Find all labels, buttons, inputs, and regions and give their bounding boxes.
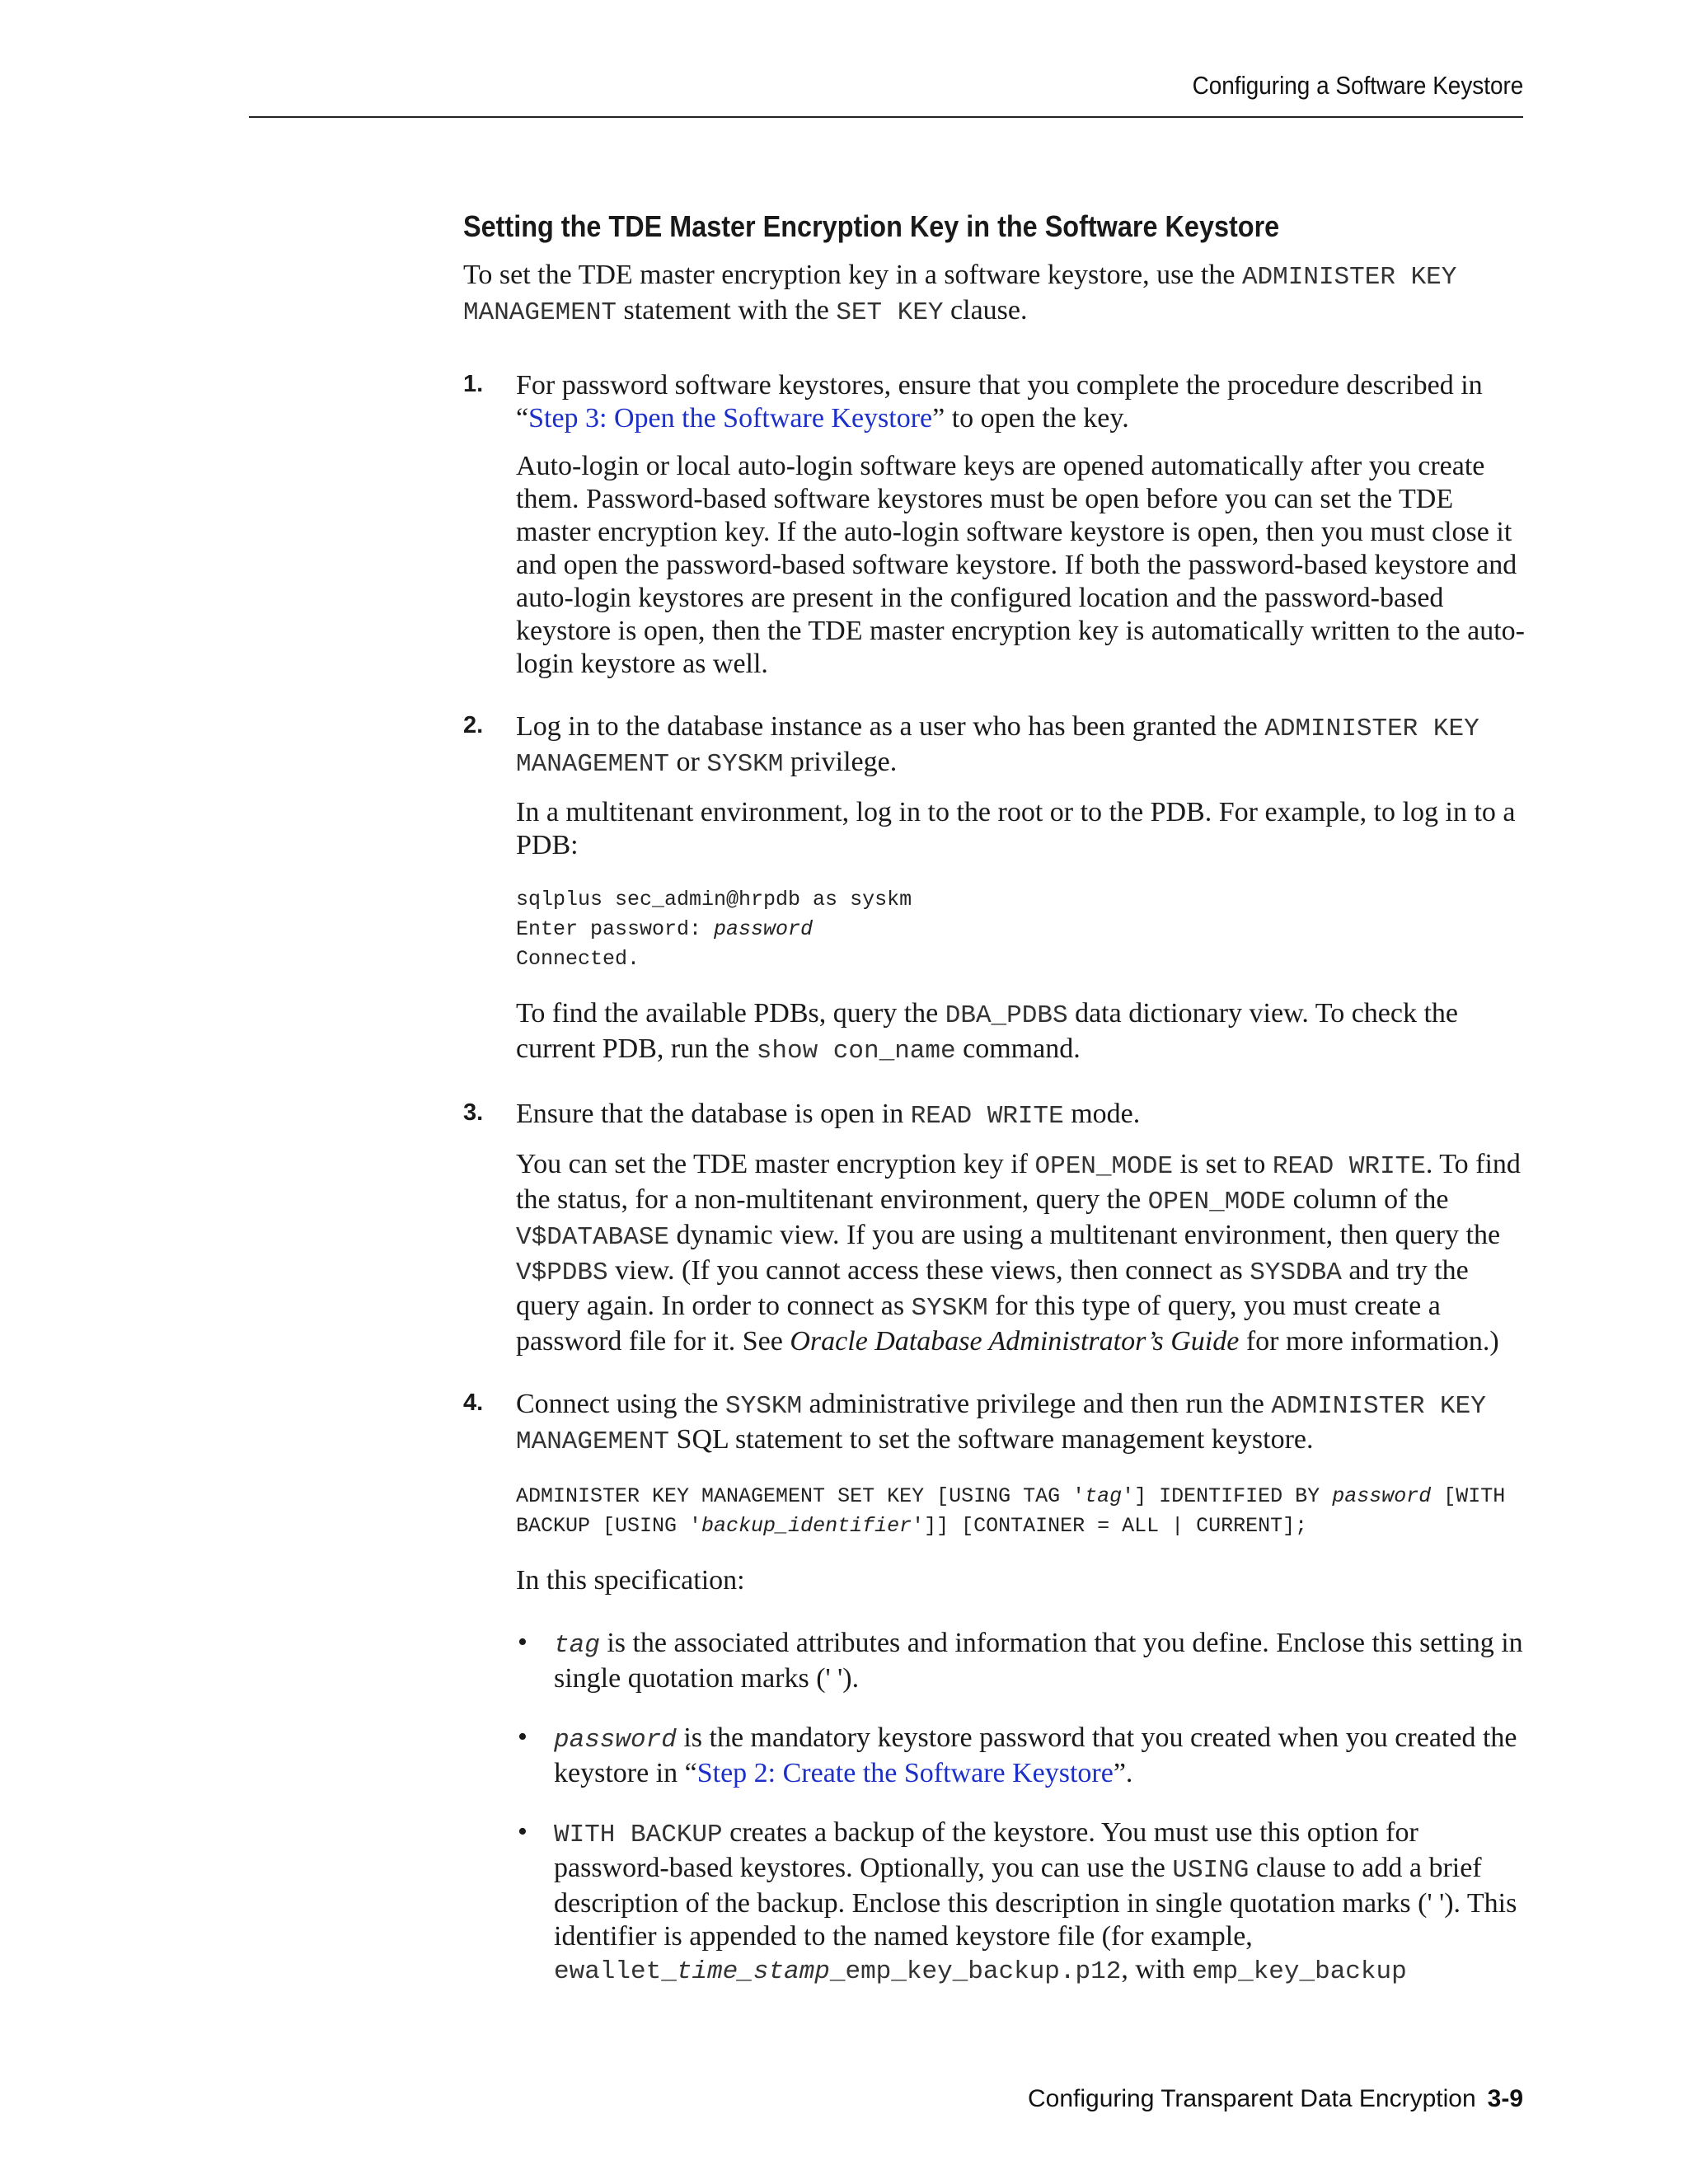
step-paragraph: In this specification: xyxy=(516,1565,745,1596)
step-text: Ensure that the database is open in READ WRITE mode. xyxy=(516,1099,1141,1131)
bullet-icon: • xyxy=(518,1816,528,1847)
step-paragraph: Auto-login or local auto-login software keys are opened automatically after you create them. Password-based software keystores must be open before you can set the TDE master encryption key. If the auto-login software keystore is open, then you must close it and open the password-based software keystore. If both the password-based keystore and auto-login keystores are present in the configured location and the password-based keystore is open, then the TDE master encryption key is automatically written to the auto-login keystore as well. xyxy=(516,451,1525,679)
step-item xyxy=(463,1388,1526,1989)
step-paragraph: In a multitenant environment, log in to the root or to the PDB. For example, to log in to a PDB: xyxy=(516,797,1516,860)
inline-code: password xyxy=(554,1726,677,1755)
inline-code: READ WRITE xyxy=(1272,1152,1426,1181)
inline-code: DBA_PDBS xyxy=(945,1001,1068,1030)
inline-code: READ WRITE xyxy=(910,1102,1064,1131)
code-example: ADMINISTER KEY MANAGEMENT SET KEY [USING TAG 'tag'] IDENTIFIED BY password [WITH BACKUP [USING 'backup_identifier']] [CONTAINER = ALL | CURRENT]; xyxy=(516,1484,1506,1538)
step-paragraph: To find the available PDBs, query the DBA_PDBS data dictionary view. To check the current PDB, run the show con_name command. xyxy=(516,998,1459,1066)
page-footer xyxy=(1028,2085,1523,2113)
step-item xyxy=(463,369,1526,681)
bullet-item: • password is the mandatory keystore password that you created when you created the keystore in “Step 2: Create the Software Keystore”. xyxy=(518,1722,1517,1788)
step-paragraph: You can set the TDE master encryption key if OPEN_MODE is set to READ WRITE. To find the status, for a non-multitenant environment, query the OPEN_MODE column of the V$DATABASE dynamic view. If you are using a multitenant environment, then query the V$PDBS view. (If you cannot access these views, then connect as SYSDBA and try the query again. In order to connect as SYSKM for this type of query, you must create a password file for it. See Oracle Database Administrator’s Guide for more information.) xyxy=(516,1149,1521,1357)
bullet-item: • tag is the associated attributes and information that you define. Enclose this setting in single quotation marks (' '). xyxy=(518,1627,1523,1694)
intro-paragraph: To set the TDE master encryption key in a software keystore, use the ADMINISTER KEY MANAGEMENT statement with the SET KEY clause. xyxy=(463,260,1457,327)
inline-code: SYSKM xyxy=(911,1294,988,1323)
page-number: 3-9 xyxy=(1487,2085,1523,2112)
link-create-software-keystore[interactable]: Step 2: Create the Software Keystore xyxy=(696,1758,1114,1788)
code-example: sqlplus sec_admin@hrpdb as syskm Enter password: password Connected. xyxy=(516,888,912,971)
step-text: Connect using the SYSKM administrative privilege and then run the ADMINISTER KEY MANAGEMENT SQL statement to set the software management keystore. xyxy=(516,1389,1486,1456)
step-number: 3. xyxy=(463,1099,484,1126)
footer-chapter-title: Configuring Transparent Data Encryption xyxy=(1028,2085,1476,2112)
inline-code: show con_name xyxy=(756,1037,956,1066)
main-content xyxy=(463,209,1526,2018)
inline-code: tag xyxy=(554,1631,600,1660)
steps-list xyxy=(463,369,1526,1989)
link-open-software-keystore[interactable]: Step 3: Open the Software Keystore xyxy=(528,403,933,434)
inline-code: WITH BACKUP xyxy=(554,1821,723,1849)
step-item xyxy=(463,1098,1526,1358)
section-title: Setting the TDE Master Encryption Key in the Software Keystore xyxy=(463,209,1280,243)
step-number: 1. xyxy=(463,371,484,397)
inline-code: OPEN_MODE xyxy=(1034,1152,1173,1181)
inline-code: ADMINISTER KEY MANAGEMENT xyxy=(463,263,1457,327)
inline-code: ewallet_time_stamp_emp_key_backup.p12 xyxy=(554,1957,1122,1986)
page-header-title: Configuring a Software Keystore xyxy=(1192,71,1523,100)
step-text: Log in to the database instance as a user who has been granted the ADMINISTER KEY MANAGEMENT or SYSKM privilege. xyxy=(516,711,1479,779)
inline-code: V$PDBS xyxy=(516,1258,608,1287)
spec-bullet-list xyxy=(516,1627,1526,1989)
inline-code: SYSDBA xyxy=(1250,1258,1342,1287)
inline-code: V$DATABASE xyxy=(516,1223,670,1252)
inline-code: SYSKM xyxy=(706,750,784,779)
inline-code: SYSKM xyxy=(725,1392,803,1421)
inline-code: USING xyxy=(1172,1856,1250,1885)
bullet-icon: • xyxy=(518,1722,528,1752)
book-title: Oracle Database Administrator’s Guide xyxy=(790,1326,1240,1357)
bullet-icon: • xyxy=(518,1627,528,1657)
header-rule xyxy=(249,116,1523,118)
inline-code: OPEN_MODE xyxy=(1147,1188,1287,1216)
inline-code: ADMINISTER KEY MANAGEMENT xyxy=(516,715,1479,779)
step-item xyxy=(463,710,1526,1068)
step-text: For password software keystores, ensure that you complete the procedure described in “Step 3: Open the Software Keystore” to open the key. xyxy=(516,370,1483,434)
inline-code: emp_key_backup xyxy=(1192,1957,1407,1986)
bullet-item: • WITH BACKUP creates a backup of the keystore. You must use this option for password-based keystores. Optionally, you can use the USING clause to add a brief description of the backup. Enclose this description in single quotation marks (' '). This identifier is appended to the named keystore file (for example, ewallet_time_stamp_emp_key_backup.p12, with emp_key_backup xyxy=(518,1816,1517,1986)
step-number: 2. xyxy=(463,712,484,738)
step-number: 4. xyxy=(463,1390,484,1416)
inline-code: ADMINISTER KEY MANAGEMENT xyxy=(516,1392,1486,1456)
inline-code: SET KEY xyxy=(836,298,944,327)
